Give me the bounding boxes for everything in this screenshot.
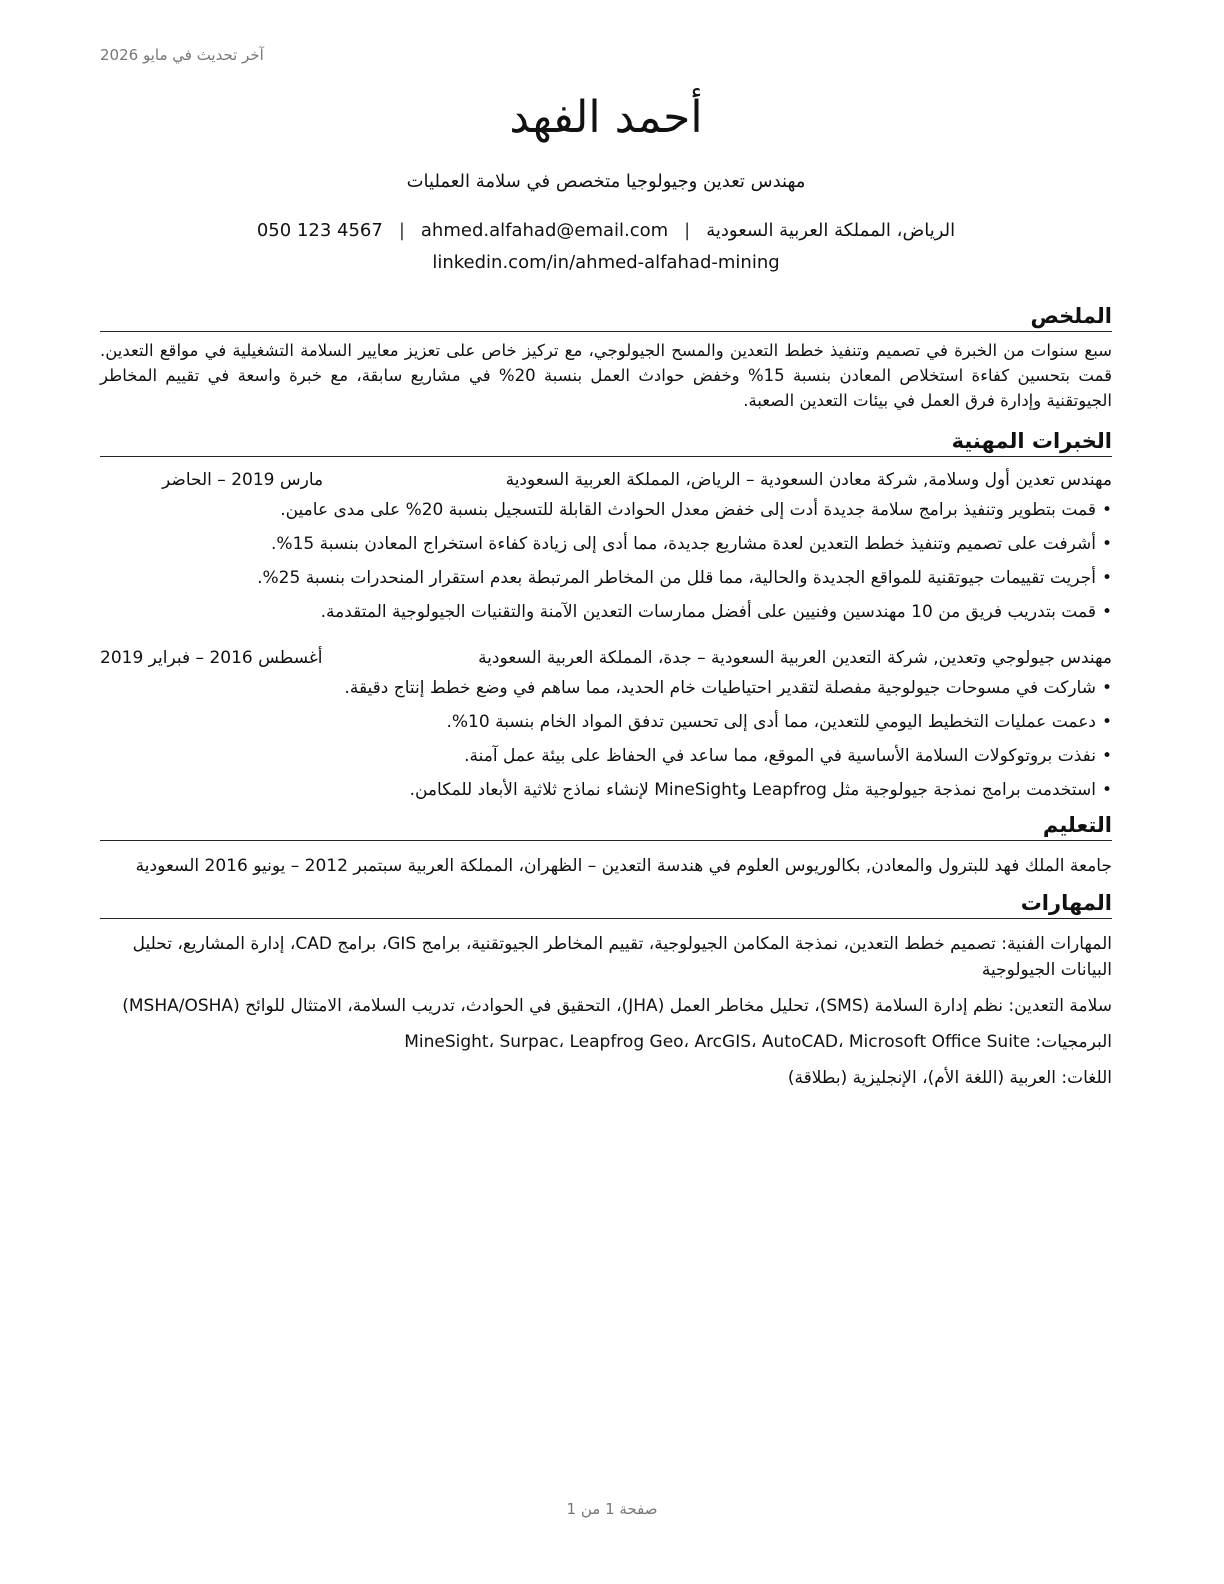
bullet-icon: • — [1101, 568, 1112, 588]
education-heading: التعليم — [100, 811, 1112, 841]
bullet-icon: • — [1101, 712, 1112, 732]
location-text: الرياض، المملكة العربية السعودية — [706, 220, 956, 241]
summary-text: سبع سنوات من الخبرة في تصميم وتنفيذ خطط التعدين والمسح الجيولوجي، مع تركيز خاص على تعزيز معايير السلامة التشغيلية في مواقع التعدين. قمت بتحسين كفاءة استخلاص المعادن بنسبة 15% وخفض حوادث العمل بنسبة 20% في مشاريع سابقة، مع خبرة واسعة في تقييم المخاطر الجيوتقنية وإدارة فرق العمل في بيئات التعدين الصعبة. — [100, 341, 1112, 410]
experience-section — [100, 427, 1112, 803]
bullet-item — [100, 675, 1112, 701]
summary-heading: الملخص — [100, 302, 1112, 332]
bullet-text: قمت بتطوير وتنفيذ برامج سلامة جديدة أدت إلى خفض معدل الحوادث القابلة للتسجيل بنسبة 20% على مدى عامين. — [280, 500, 1096, 520]
job-header — [100, 467, 1112, 493]
last-updated-note: آخر تحديث في مايو 2026 — [100, 46, 264, 64]
bullet-icon: • — [1101, 746, 1112, 766]
resume-page — [100, 88, 1112, 1091]
bullet-text: استخدمت برامج نمذجة جيولوجية مثل Leapfrog وMineSight لإنشاء نماذج ثلاثية الأبعاد للمكامن. — [409, 780, 1096, 800]
bullet-item — [100, 565, 1112, 591]
linkedin-link[interactable]: linkedin.com/in/ahmed-alfahad-mining — [432, 252, 780, 273]
skills-heading: المهارات — [100, 889, 1112, 919]
skills-languages: اللغات: العربية (اللغة الأم)، الإنجليزية (بطلاقة) — [787, 1068, 1112, 1088]
education-entry: جامعة الملك فهد للبترول والمعادن, بكالوريوس العلوم في هندسة التعدين – الظهران، المملكة العربية سبتمبر 2012 – يونيو 2016 السعودية — [135, 856, 1112, 876]
bullet-text: نفذت بروتوكولات السلامة الأساسية في الموقع، مما ساعد في الحفاظ على بيئة عمل آمنة. — [464, 746, 1096, 766]
bullet-text: أشرفت على تصميم وتنفيذ خطط التعدين لعدة مشاريع جديدة، مما أدى إلى زيادة كفاءة استخراج المعادن بنسبة 15%. — [271, 534, 1096, 554]
job-title-company: مهندس جيولوجي وتعدين, شركة التعدين العربية السعودية – جدة، المملكة العربية السعودية — [478, 648, 1112, 668]
phone-number: 050 123 4567 — [256, 220, 383, 241]
email-link[interactable]: ahmed.alfahad@email.com — [420, 220, 669, 241]
bullet-item — [100, 777, 1112, 803]
job-entry — [100, 467, 1112, 625]
bullet-icon: • — [1101, 500, 1112, 520]
job-dates: مارس 2019 – الحاضر — [162, 470, 324, 490]
summary-section — [100, 302, 1112, 413]
skills-technical: المهارات الفنية: تصميم خطط التعدين، نمذجة المكامن الجيولوجية، تقييم المخاطر الجيوتقنية، برامج GIS، برامج CAD، إدارة المشاريع، تحليل البيانات الجيولوجية — [132, 934, 1112, 980]
bullet-text: قمت بتدريب فريق من 10 مهندسين وفنيين على أفضل ممارسات التعدين الآمنة والتقنيات الجيولوجية المتقدمة. — [320, 602, 1096, 622]
bullet-icon: • — [1101, 678, 1112, 698]
skills-section — [100, 889, 1112, 1091]
job-entry — [100, 645, 1112, 803]
bullet-item — [100, 743, 1112, 769]
contact-line — [100, 216, 1112, 246]
bullet-item — [100, 709, 1112, 735]
professional-headline: مهندس تعدين وجيولوجيا متخصص في سلامة العمليات — [406, 171, 806, 192]
bullet-text: شاركت في مسوحات جيولوجية مفصلة لتقدير احتياطيات خام الحديد، مما ساهم في وضع خطط إنتاج دقيقة. — [344, 678, 1096, 698]
bullet-item — [100, 497, 1112, 523]
experience-heading: الخبرات المهنية — [100, 427, 1112, 457]
bullet-icon: • — [1101, 602, 1112, 622]
skills-software: البرمجيات: MineSight، Surpac، Leapfrog Geo، ArcGIS، AutoCAD، Microsoft Office Suite — [404, 1032, 1112, 1052]
bullet-item — [100, 531, 1112, 557]
bullet-text: دعمت عمليات التخطيط اليومي للتعدين، مما أدى إلى تحسين تدفق المواد الخام بنسبة 10%. — [446, 712, 1096, 732]
bullet-icon: • — [1101, 534, 1112, 554]
job-title-company: مهندس تعدين أول وسلامة, شركة معادن السعودية – الرياض، المملكة العربية السعودية — [505, 470, 1112, 490]
page-number: صفحة 1 من 1 — [566, 1500, 658, 1518]
separator: | — [684, 220, 691, 241]
job-header — [100, 645, 1112, 671]
bullet-icon: • — [1101, 780, 1112, 800]
separator: | — [398, 220, 405, 241]
job-dates: أغسطس 2016 – فبراير 2019 — [100, 648, 323, 668]
job-bullets — [100, 497, 1112, 625]
job-bullets — [100, 675, 1112, 803]
bullet-item — [100, 599, 1112, 625]
bullet-text: أجريت تقييمات جيوتقنية للمواقع الجديدة والحالية، مما قلل من المخاطر المرتبطة بعدم استقرار المنحدرات بنسبة 25%. — [257, 568, 1096, 588]
skills-safety: سلامة التعدين: نظم إدارة السلامة (SMS)، تحليل مخاطر العمل (JHA)، التحقيق في الحوادث، تدريب السلامة، الامتثال للوائح (MSHA/OSHA) — [122, 996, 1112, 1016]
education-section — [100, 811, 1112, 879]
candidate-name: أحمد الفهد — [509, 92, 703, 143]
